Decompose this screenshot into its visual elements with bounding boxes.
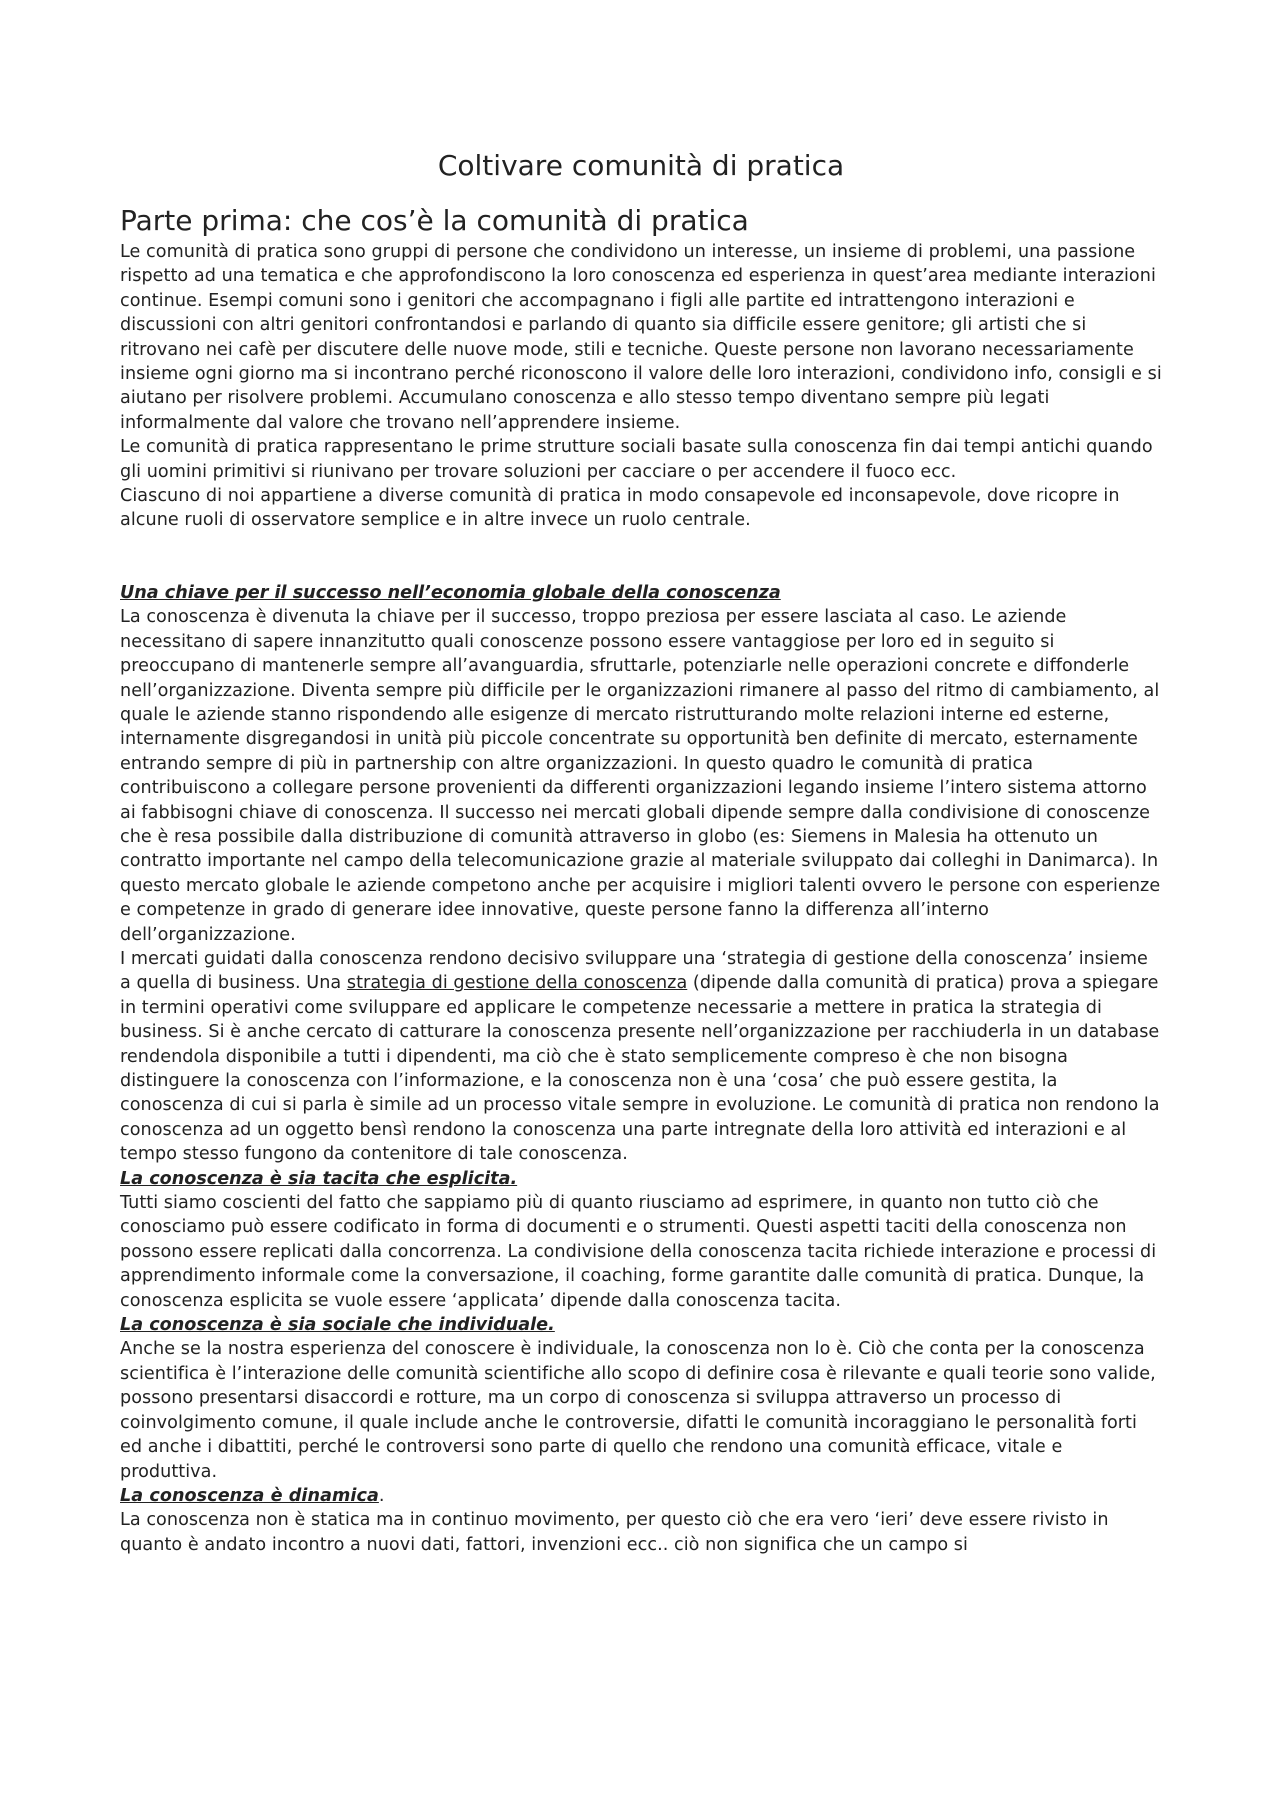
knowledge-strategy-underlined: strategia di gestione della conoscenza: [346, 973, 688, 994]
section3-paragraph: Anche se la nostra esperienza del conoscere è individuale, la conoscenza non lo è. Ciò che conta per la conoscenza scientifica è l’interazione delle comunità scientifiche allo scopo di definire cosa è rilevante e quali teorie sono valide, possono presentarsi disaccordi e rotture, ma un corpo di conoscenza si sviluppa attraverso un processo di coinvolgimento comune, il quale include anche le controversie, difatti le comunità incoraggiano le personalità forti ed anche i dibattiti, perché le controversi sono parte di quello che rendono una comunità efficace, vitale e produttiva.: [120, 1339, 1156, 1482]
section-heading-social-individual: La conoscenza è sia sociale che individuale.: [120, 1315, 555, 1336]
section-heading-dynamic: La conoscenza è dinamica: [120, 1485, 379, 1506]
document-title: Coltivare comunità di pratica: [437, 149, 845, 182]
section-heading-global-economy: Una chiave per il successo nell’economia globale della conoscenza: [120, 582, 781, 603]
part-title: Parte prima: che cos’è la comunità di pratica: [120, 204, 749, 237]
intro-paragraph-1: Le comunità di pratica sono gruppi di persone che condividono un interesse, un insieme di problemi, una passione rispetto ad una tematica e che approfondiscono la loro conoscenza ed esperienza in quest’area mediante interazioni continue. Esempi comuni sono i genitori che accompagnano i figli alle partite ed intrattengono interazioni e discussioni con altri genitori confrontandosi e parlando di quanto sia difficile essere genitore; gli artisti che si ritrovano nei cafè per discutere delle nuove mode, stili e tecniche. Queste persone non lavorano necessariamente insieme ogni giorno ma si incontrano perché riconoscono il valore delle loro interazioni, condividono info, consigli e si aiutano per risolvere problemi. Accumulano conoscenza e allo stesso tempo diventano sempre più legati informalmente dal valore che trovano nell’apprendere insieme.: [120, 242, 1162, 433]
section2-paragraph: Tutti siamo coscienti del fatto che sappiamo più di quanto riusciamo ad esprimere, in quanto non tutto ciò che conosciamo può essere codificato in forma di documenti e o strumenti. Questi aspetti taciti della conoscenza non possono essere replicati dalla concorrenza. La condivisione della conoscenza tacita richiede interazione e processi di apprendimento informale come la conversazione, il coaching, forme garantite dalle comunità di pratica. Dunque, la conoscenza esplicita se vuole essere ‘applicata’ dipende dalla conoscenza tacita.: [120, 1193, 1157, 1311]
section1-paragraph-2-text-b: (dipende dalla comunità di pratica) prova a spiegare in termini operativi come sviluppare ed applicare le competenze necessarie a mettere in pratica la strategia di business. Si è anche cercato di catturare la conoscenza presente nell’organizzazione per racchiuderla in un database rendendola disponibile a tutti i dipendenti, ma ciò che è stato semplicemente compreso è che non bisogna distinguere la conoscenza con l’informazione, e la conoscenza non è una ‘cosa’ che può essere gestita, la conoscenza di cui si parla è simile ad un processo vitale sempre in evoluzione. Le comunità di pratica non rendono la conoscenza ad un oggetto bensì rendono la conoscenza una parte intregnate della loro attività ed interazioni e al tempo stesso fungono da contenitore di tale conoscenza.: [120, 973, 1160, 1165]
section1-paragraph-1: La conoscenza è divenuta la chiave per il successo, troppo preziosa per essere lasciata al caso. Le aziende necessitano di sapere innanzitutto quali conoscenze possono essere vantaggiose per loro ed in seguito si preoccupano di mantenerle sempre all’avanguardia, sfruttarle, potenziarle nelle operazioni concrete e diffonderle nell’organizzazione. Diventa sempre più difficile per le organizzazioni rimanere al passo del ritmo di cambiamento, al quale le aziende stanno rispondendo alle esigenze di mercato ristrutturando molte relazioni interne ed esterne, internamente disgregandosi in unità più piccole concentrate su opportunità ben definite di mercato, esternamente entrando sempre di più in partnership con altre organizzazioni. In questo quadro le comunità di pratica contribuiscono a collegare persone provenienti da differenti organizzazioni legando insieme l’intero sistema attorno ai fabbisogni chiave di conoscenza. Il successo nei mercati globali dipende sempre dalla condivisione di conoscenze che è resa possibile dalla distribuzione di comunità attraverso in globo (es: Siemens in Malesia ha ottenuto un contratto importante nel campo della telecomunicazione grazie al materiale sviluppato dai colleghi in Danimarca). In questo mercato globale le aziende competono anche per acquisire i migliori talenti ovvero le persone con esperienze e competenze in grado di generare idee innovative, queste persone fanno la differenza all’interno dell’organizzazione.: [120, 607, 1161, 945]
section-heading-tacit-explicit: La conoscenza è sia tacita che esplicita.: [120, 1168, 518, 1189]
section4-heading-line: [120, 1484, 1162, 1508]
section1-paragraph-2-text-a: I mercati guidati dalla conoscenza rendono decisivo sviluppare una ‘strategia di gestione della conoscenza’ insieme a quella di business. Una: [120, 948, 1148, 994]
section-spacer: [120, 533, 1162, 581]
section4-paragraph: La conoscenza non è statica ma in continuo movimento, per questo ciò che era vero ‘ieri’ deve essere rivisto in quanto è andato incontro a nuovi dati, fattori, invenzioni ecc.. ciò non significa che un campo si: [120, 1510, 1109, 1555]
section1-paragraph-2: [120, 947, 1162, 1167]
intro-paragraph-3: Ciascuno di noi appartiene a diverse comunità di pratica in modo consapevole ed inconsapevole, dove ricopre in alcune ruoli di osservatore semplice e in altre invece un ruolo centrale.: [120, 486, 1120, 531]
section4-heading-suffix: .: [378, 1485, 385, 1506]
intro-paragraph-2: Le comunità di pratica rappresentano le prime strutture sociali basate sulla conoscenza fin dai tempi antichi quando gli uomini primitivi si riunivano per trovare soluzioni per cacciare o per accendere il fuoco ecc.: [120, 437, 1153, 482]
